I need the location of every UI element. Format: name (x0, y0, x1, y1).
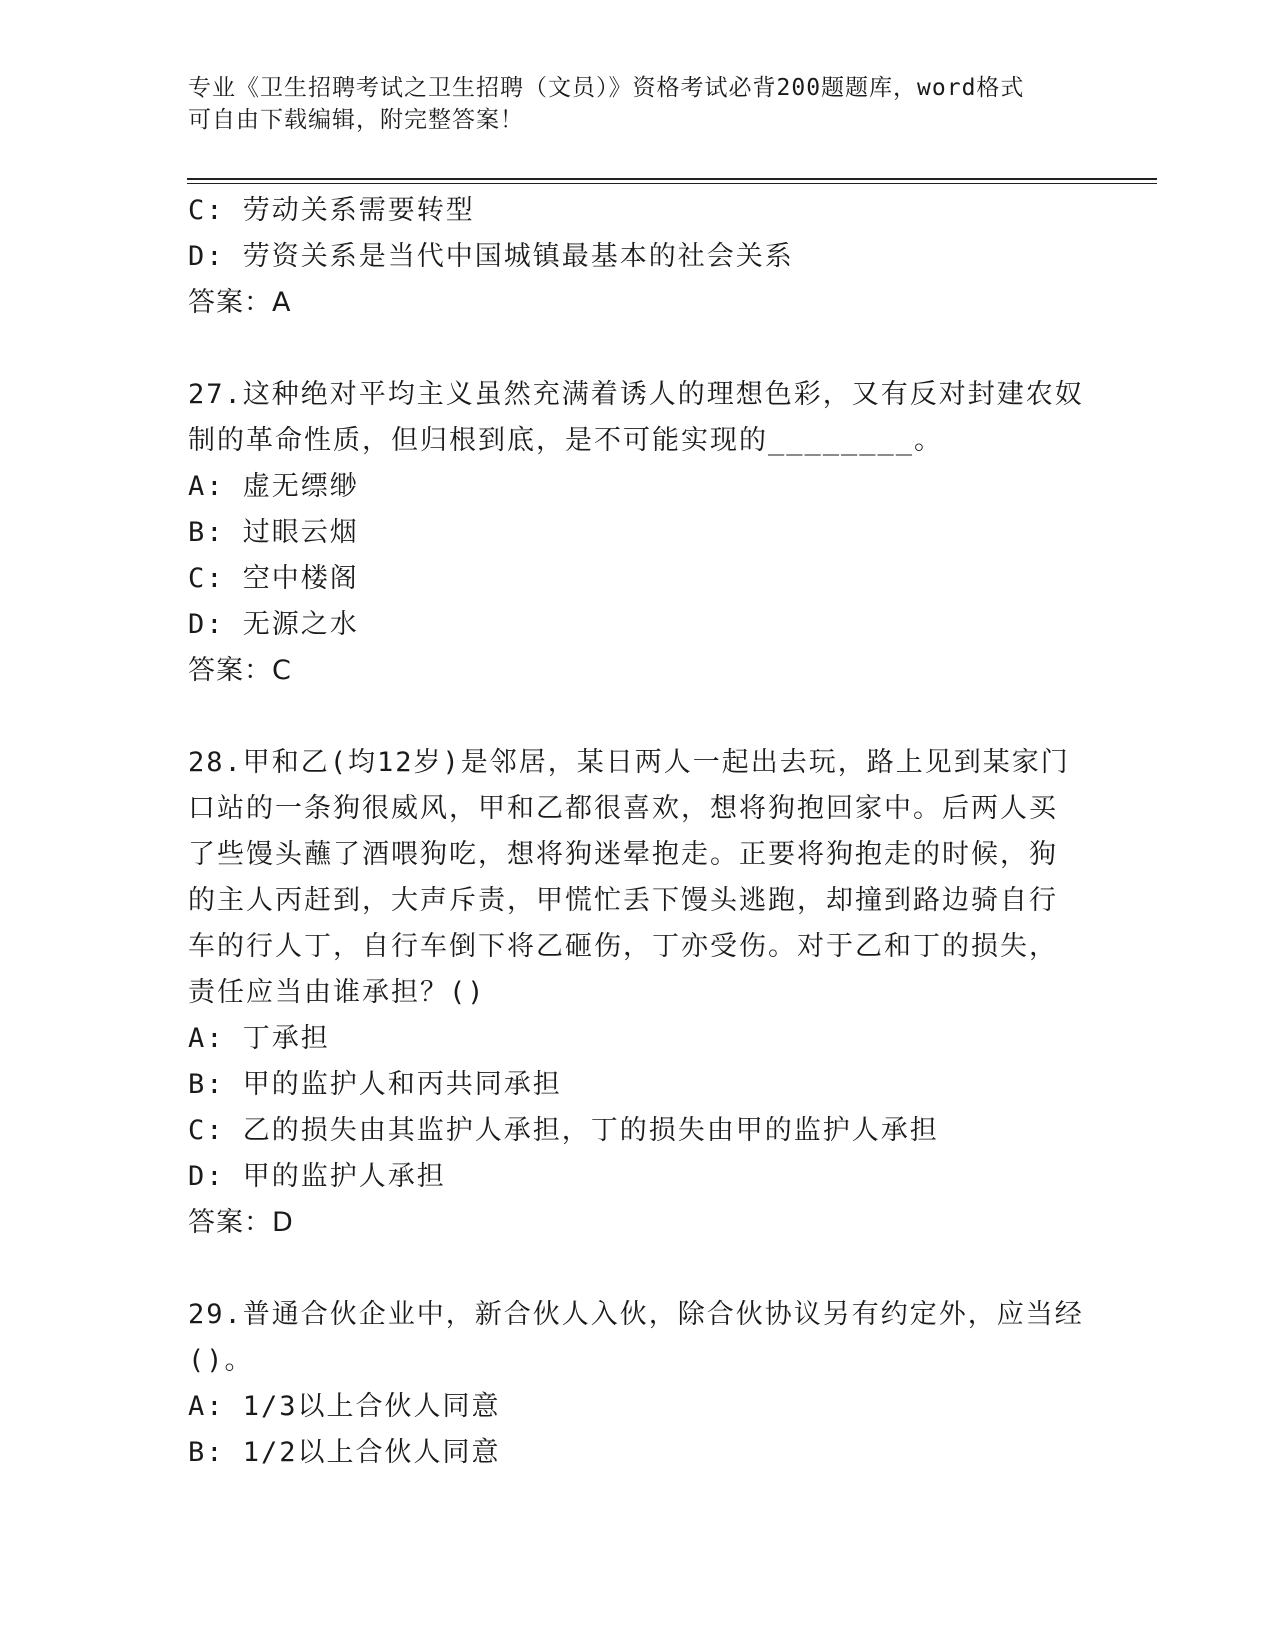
question-29 (188, 1292, 1088, 1476)
question-text-line: 制的革命性质，但归根到底，是不可能实现的________。 (188, 425, 944, 456)
question-text-line: 28.甲和乙(均12岁)是邻居，某日两人一起出去玩，路上见到某家门 (188, 747, 1070, 778)
question-text-line: 责任应当由谁承担？() (188, 977, 486, 1008)
question-27 (188, 372, 1088, 694)
question-text-line: 29.普通合伙企业中，新合伙人入伙，除合伙协议另有约定外，应当经 (188, 1299, 1084, 1330)
question-text-line: 27.这种绝对平均主义虽然充满着诱人的理想色彩，又有反对封建农奴 (188, 379, 1084, 410)
option-a: A: 丁承担 (188, 1023, 330, 1054)
option-b: B: 过眼云烟 (188, 517, 359, 548)
answer: 答案：A (188, 287, 292, 318)
option-b: B: 甲的监护人和丙共同承担 (188, 1069, 562, 1100)
question-26 (188, 188, 1088, 326)
document-header (188, 72, 1068, 136)
option-a: A: 虚无缥缈 (188, 471, 359, 502)
question-text-line: 车的行人丁，自行车倒下将乙砸伤，丁亦受伤。对于乙和丁的损失， (188, 931, 1058, 962)
question-text-line: 的主人丙赶到，大声斥责，甲慌忙丢下馒头逃跑，却撞到路边骑自行 (188, 885, 1058, 916)
question-text-line: ()。 (188, 1345, 254, 1376)
answer: 答案：C (188, 655, 292, 686)
option-a: A: 1/3以上合伙人同意 (188, 1391, 501, 1422)
option-d: D: 劳资关系是当代中国城镇最基本的社会关系 (188, 241, 794, 272)
question-list (188, 188, 1088, 1476)
option-c: C: 劳动关系需要转型 (188, 195, 475, 226)
question-28 (188, 740, 1088, 1246)
question-text-line: 口站的一条狗很威风，甲和乙都很喜欢，想将狗抱回家中。后两人买 (188, 793, 1058, 824)
header-divider-thick (187, 178, 1157, 180)
header-divider-thin (187, 183, 1157, 184)
option-b: B: 1/2以上合伙人同意 (188, 1437, 501, 1468)
header-line-1: 专业《卫生招聘考试之卫生招聘（文员）》资格考试必背200题题库，word格式 (188, 75, 1025, 101)
answer: 答案：D (188, 1207, 294, 1238)
option-c: C: 乙的损失由其监护人承担，丁的损失由甲的监护人承担 (188, 1115, 939, 1146)
question-text-line: 了些馒头蘸了酒喂狗吃，想将狗迷晕抱走。正要将狗抱走的时候，狗 (188, 839, 1058, 870)
option-d: D: 甲的监护人承担 (188, 1161, 446, 1192)
option-d: D: 无源之水 (188, 609, 359, 640)
option-c: C: 空中楼阁 (188, 563, 359, 594)
header-line-2: 可自由下载编辑，附完整答案！ (188, 107, 524, 133)
